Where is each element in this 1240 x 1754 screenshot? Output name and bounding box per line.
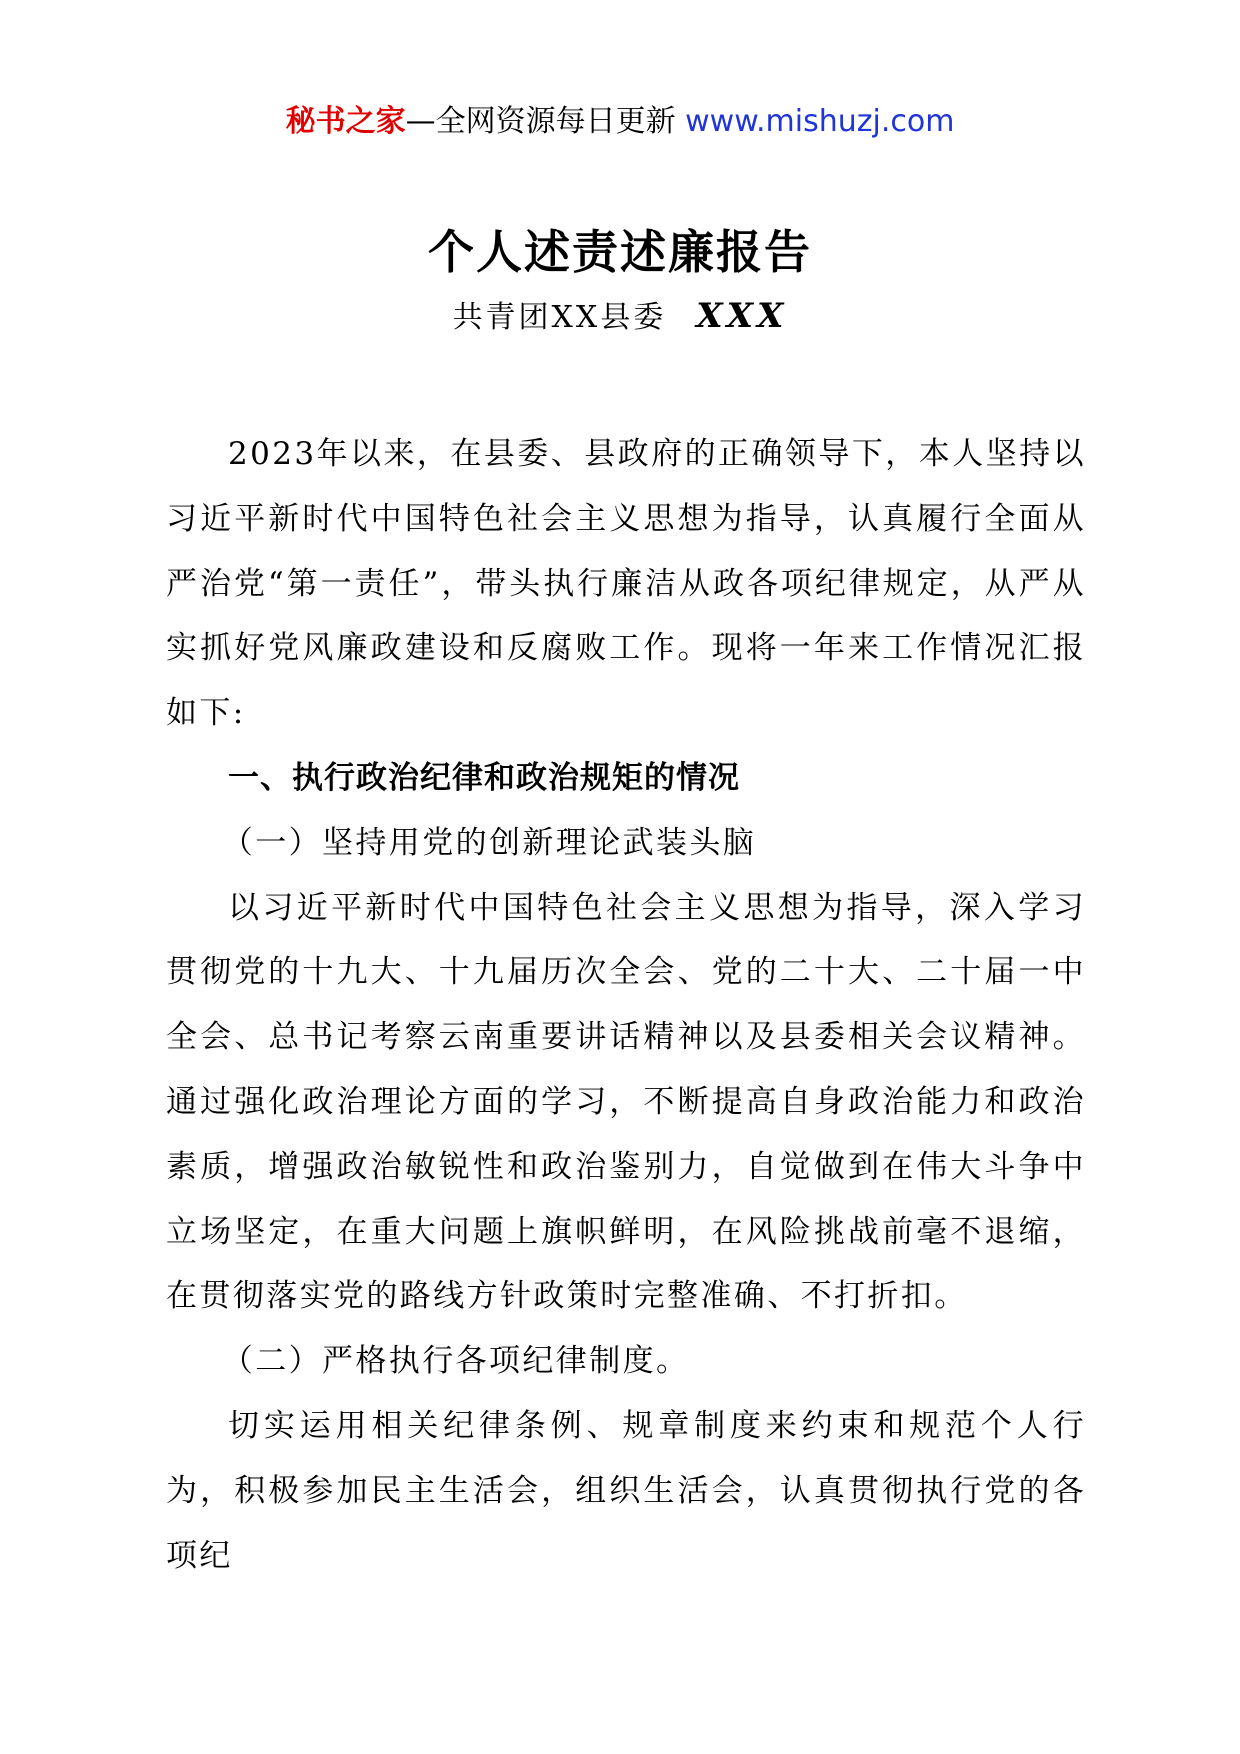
byline-author: XXX — [696, 296, 788, 336]
byline-organization: 共青团XX县委 — [452, 300, 667, 335]
site-brand: 秘书之家 — [285, 104, 406, 139]
section-heading-1: 一、执行政治纪律和政治规矩的情况 — [228, 759, 740, 796]
site-url-link[interactable]: www.mishuzj.com — [685, 104, 955, 139]
body-paragraph-1: 以习近平新时代中国特色社会主义思想为指导，深入学习贯彻党的十九大、十九届历次全会、党的二十大、二十届一中全会、总书记考察云南重要讲话精神以及县委相关会议精神。通过强化政治理论方面的学习，不断提高自身政治能力和政治素质，增强政治敏锐性和政治鉴别力，自觉做到在伟大斗争中立场坚定，在重大问题上旗帜鲜明，在风险挑战前毫不退缩，在贯彻落实党的路线方针政策时完整准确、不打折扣。 — [166, 889, 1086, 1315]
document-title: 个人述责述廉报告 — [428, 225, 812, 279]
intro-paragraph: 2023年以来，在县委、县政府的正确领导下，本人坚持以习近平新时代中国特色社会主义思想为指导，认真履行全面从严治党“第一责任”，带头执行廉洁从政各项纪律规定，从严从实抓好党风廉政建设和反腐败工作。现将一年来工作情况汇报如下: — [166, 436, 1086, 732]
body-paragraph-2: 切实运用相关纪律条例、规章制度来约束和规范个人行为，积极参加民主生活会，组织生活会，认真贯彻执行党的各项纪 — [166, 1407, 1086, 1574]
document-byline — [0, 294, 1240, 340]
site-banner — [0, 100, 1240, 144]
document-body — [166, 422, 1086, 1588]
site-slogan: —全网资源每日更新 — [405, 104, 676, 139]
subsection-heading-1-2: （二）严格执行各项纪律制度。 — [221, 1343, 690, 1380]
subsection-heading-1-1: （一）坚持用党的创新理论武装头脑 — [221, 824, 757, 861]
